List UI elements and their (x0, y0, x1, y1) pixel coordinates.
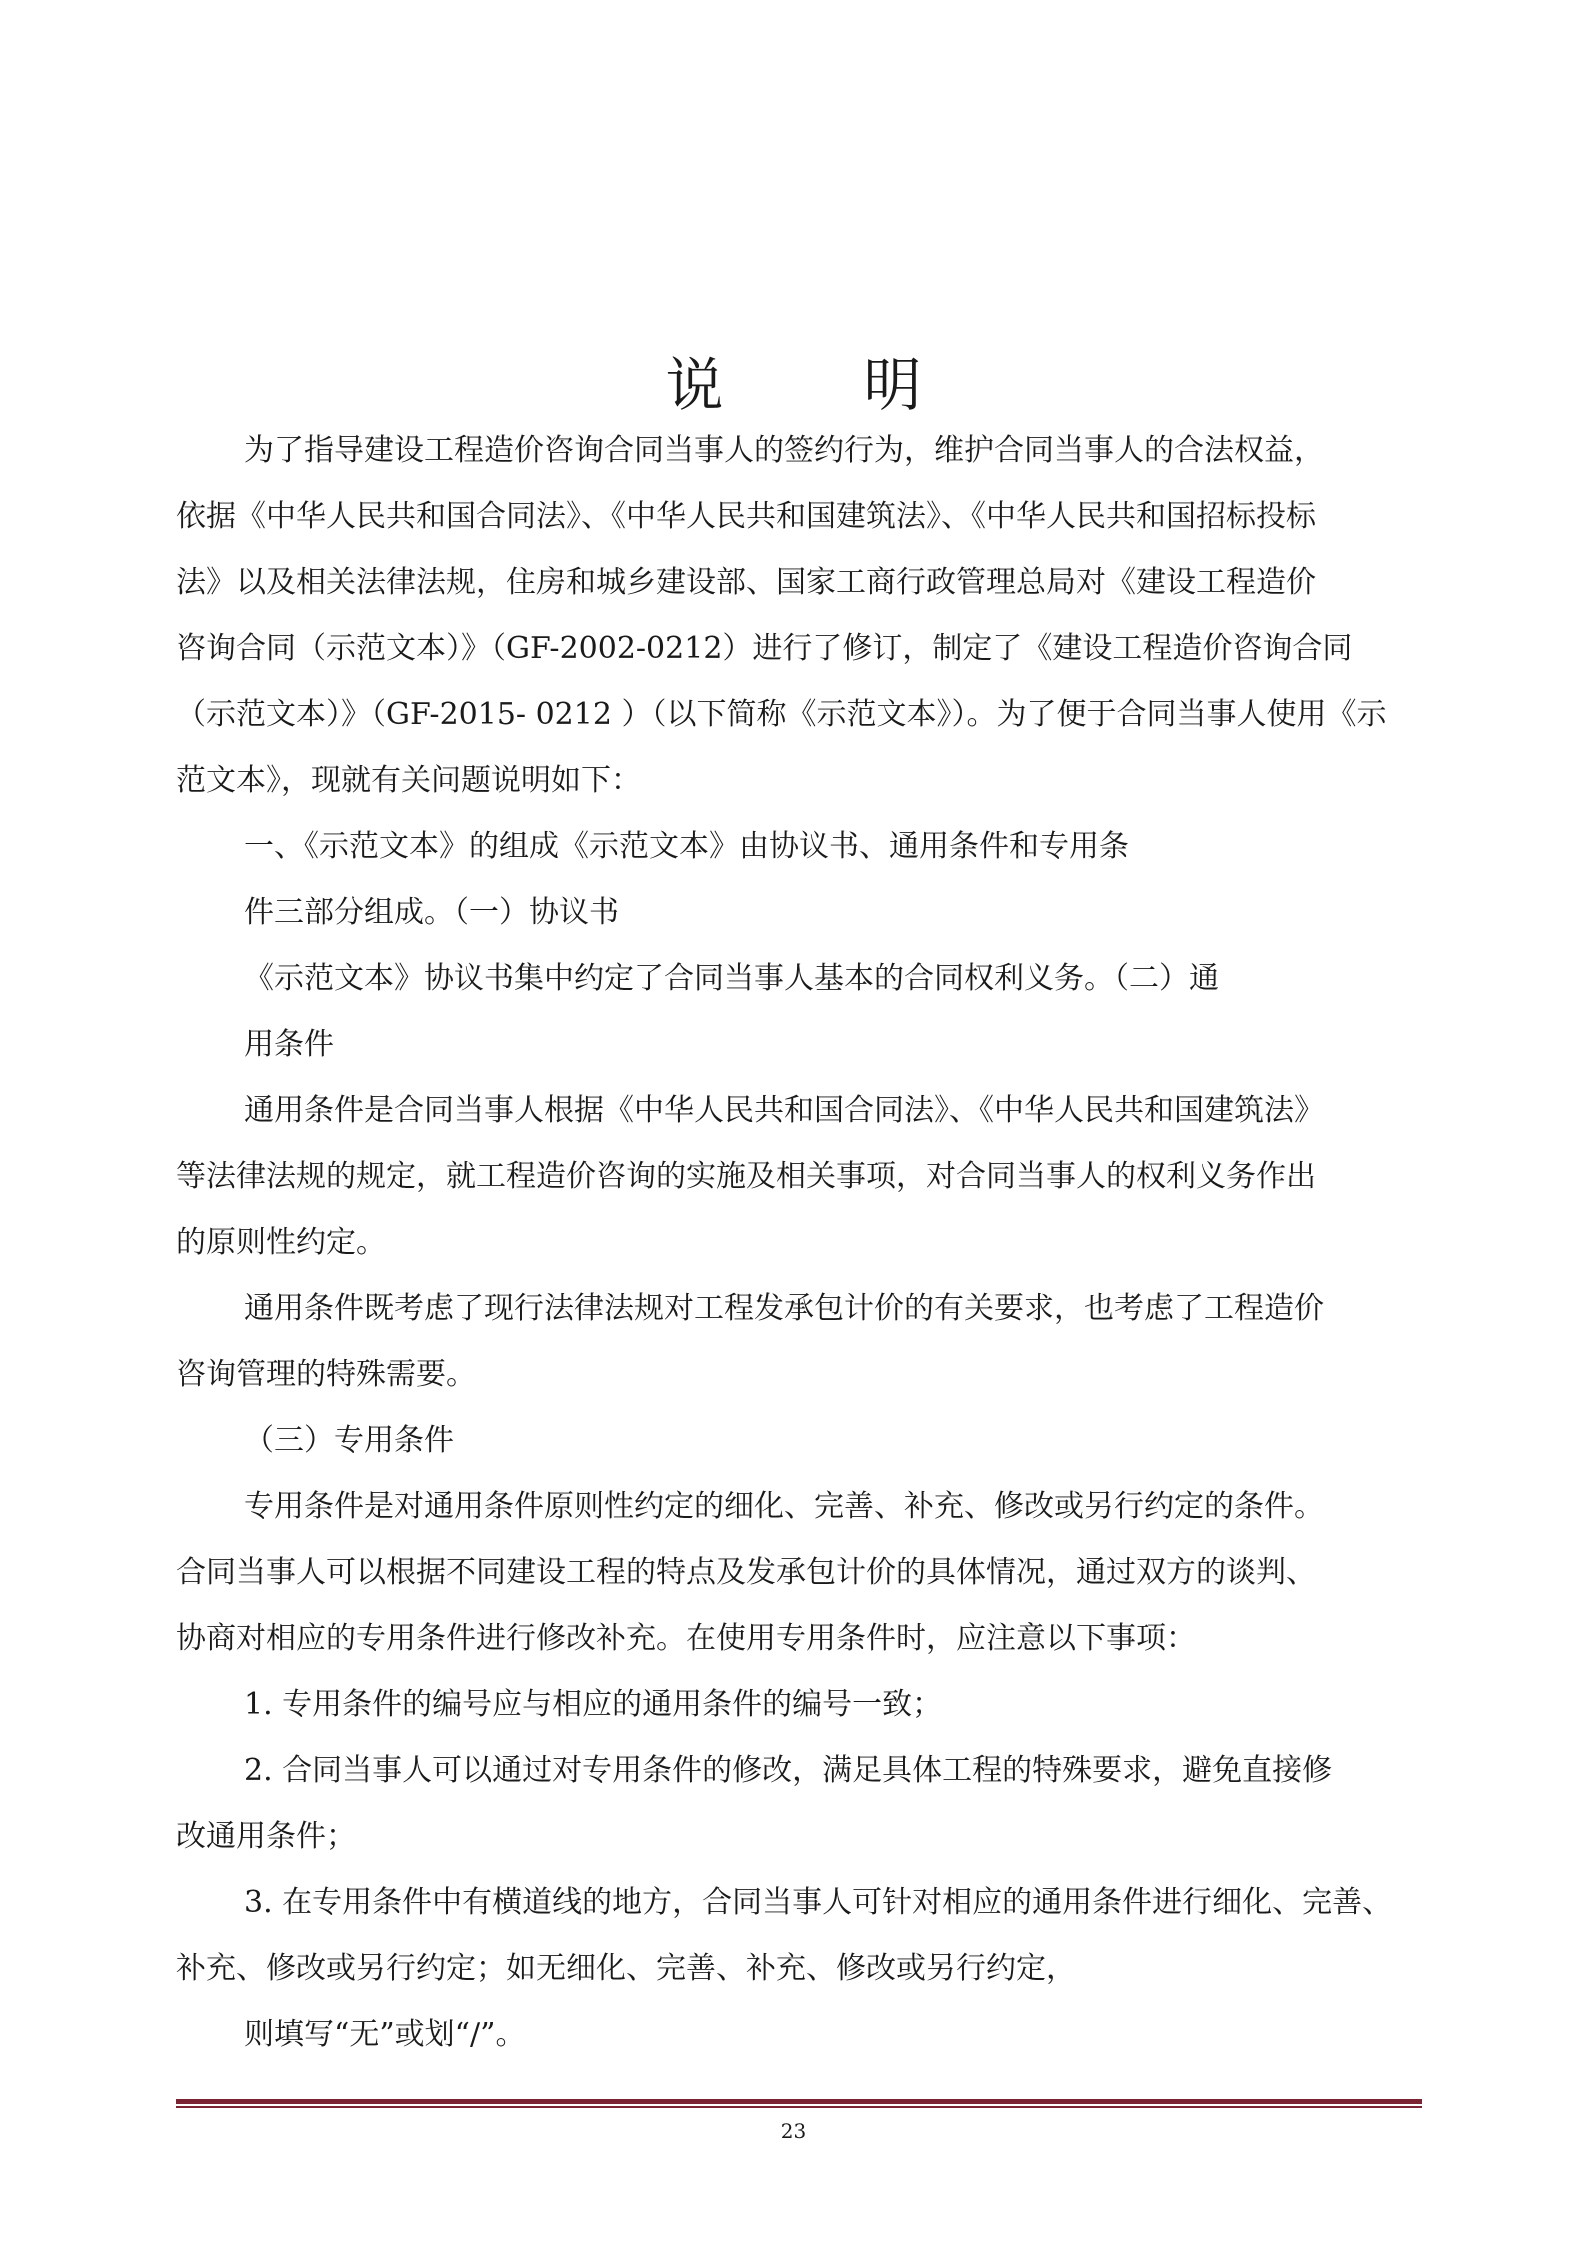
text-line: 等法律法规的规定，就工程造价咨询的实施及相关事项，对合同当事人的权利义务作出 (176, 1159, 1316, 1194)
page-number: 23 (780, 2119, 807, 2143)
text-line: 通用条件是合同当事人根据《中华人民共和国合同法》、《中华人民共和国建筑法》 (244, 1093, 1324, 1128)
list-item-continuation: 补充、修改或另行约定；如无细化、完善、补充、修改或另行约定， (176, 1951, 1076, 1986)
list-item-continuation: 改通用条件； (176, 1819, 356, 1854)
text-line: 专用条件是对通用条件原则性约定的细化、完善、补充、修改或另行约定的条件。 (244, 1489, 1324, 1524)
text-line: 用条件 (244, 1027, 334, 1062)
text-line: 合同当事人可以根据不同建设工程的特点及发承包计价的具体情况，通过双方的谈判、 (176, 1555, 1316, 1590)
footer-rule-thin (176, 2106, 1422, 2108)
list-item-continuation: 则填写“无”或划“/”。 (244, 2017, 526, 2052)
text-line: 一、《示范文本》的组成《示范文本》由协议书、通用条件和专用条 (244, 829, 1129, 864)
text-line: 法》以及相关法律法规，住房和城乡建设部、国家工商行政管理总局对《建设工程造价 (176, 565, 1316, 600)
section-heading: （三）专用条件 (244, 1423, 454, 1458)
list-item: 1. 专用条件的编号应与相应的通用条件的编号一致； (244, 1687, 943, 1722)
text-line: 依据《中华人民共和国合同法》、《中华人民共和国建筑法》、《中华人民共和国招标投标 (176, 499, 1316, 534)
text-line: 件三部分组成。（一）协议书 (244, 895, 619, 930)
footer-rule-thick (176, 2099, 1422, 2104)
text-line: 协商对相应的专用条件进行修改补充。在使用专用条件时，应注意以下事项： (176, 1621, 1196, 1656)
text-line: 通用条件既考虑了现行法律法规对工程发承包计价的有关要求，也考虑了工程造价 (244, 1291, 1324, 1326)
text-line: 咨询管理的特殊需要。 (176, 1357, 476, 1392)
footer-rule (176, 2099, 1422, 2108)
text-line: （示范文本）》（GF-2015- 0212 ）（以下简称《示范文本》）。为了便于合同当事人使用《示 (176, 697, 1387, 732)
text-line: 为了指导建设工程造价咨询合同当事人的签约行为，维护合同当事人的合法权益， (244, 433, 1324, 468)
text-line: 的原则性约定。 (176, 1225, 386, 1260)
text-line: 范文本》，现就有关问题说明如下： (176, 763, 641, 798)
text-line: 咨询合同（示范文本）》（GF-2002-0212）进行了修订，制定了《建设工程造价咨询合同 (176, 631, 1353, 666)
text-line: 《示范文本》协议书集中约定了合同当事人基本的合同权利义务。（二）通 (244, 961, 1219, 996)
list-item: 2. 合同当事人可以通过对专用条件的修改，满足具体工程的特殊要求，避免直接修 (244, 1753, 1333, 1788)
list-item: 3. 在专用条件中有横道线的地方，合同当事人可针对相应的通用条件进行细化、完善、 (244, 1885, 1393, 1920)
page-title: 说明 (665, 351, 1062, 419)
